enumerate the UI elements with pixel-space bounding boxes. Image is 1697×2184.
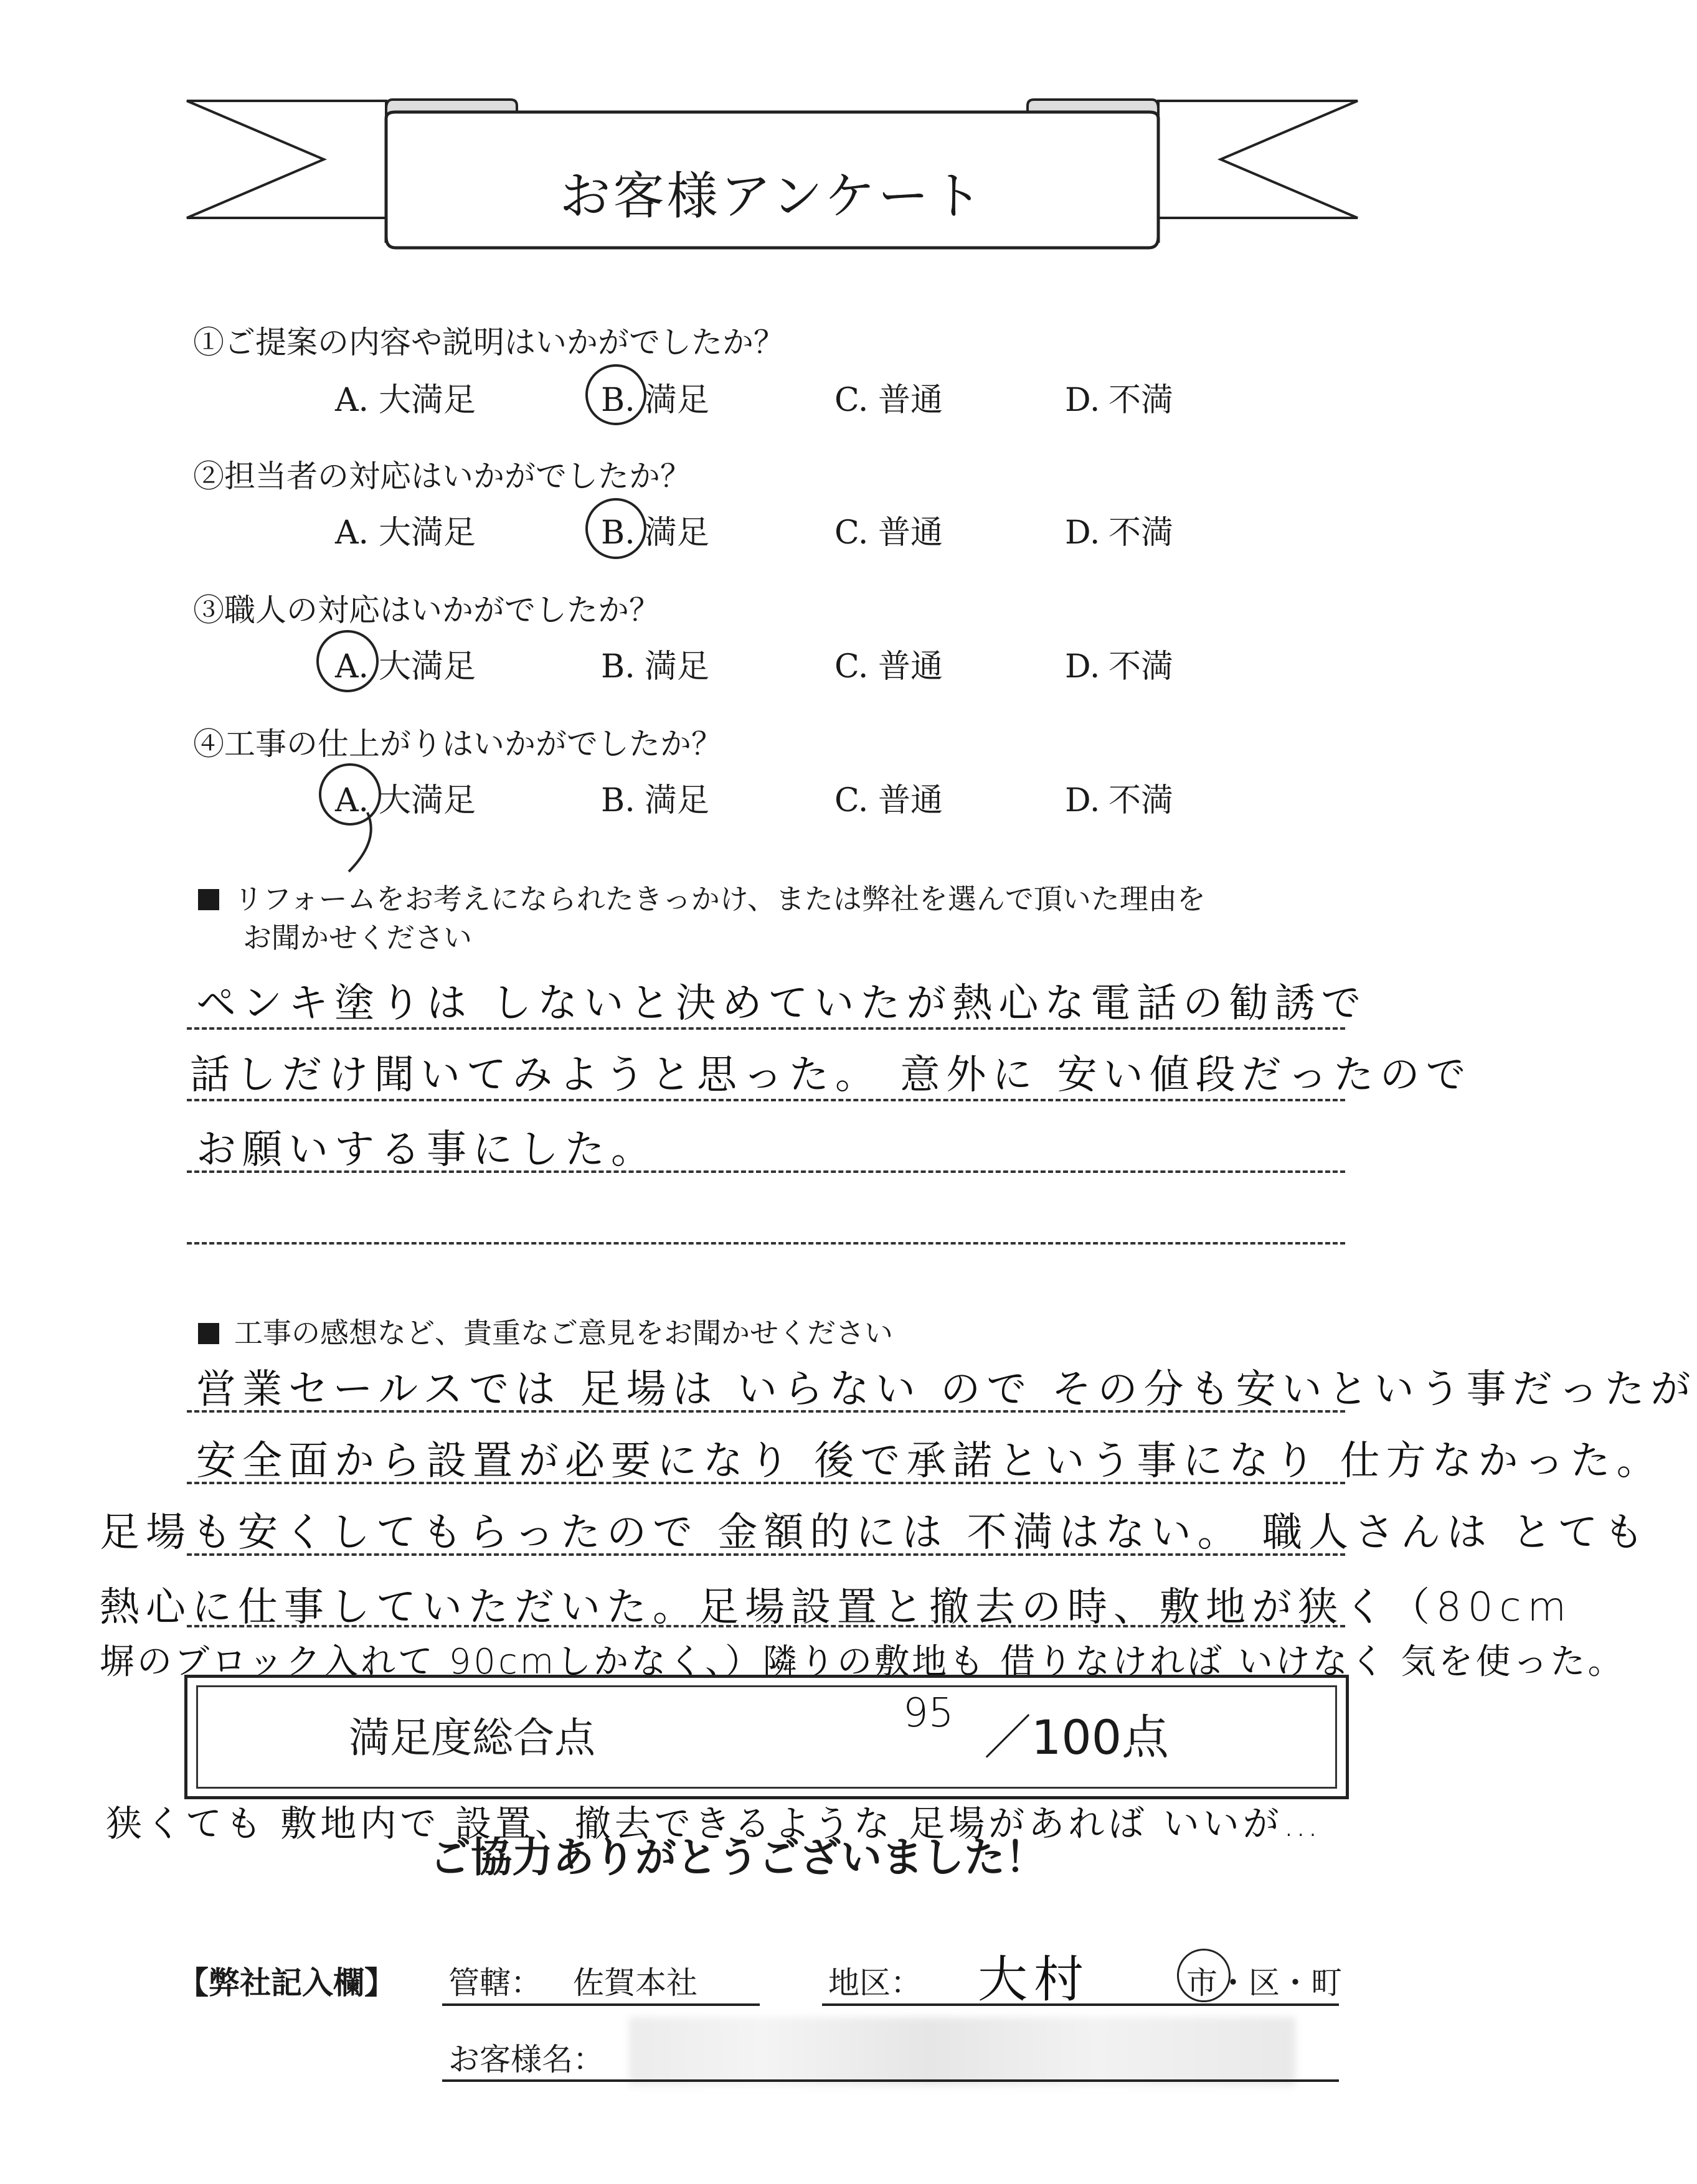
square-bullet-icon (198, 889, 219, 910)
q4-option-b[interactable]: B. 満足 (601, 782, 710, 819)
customer-name-underline (442, 2079, 1339, 2082)
score-value[interactable]: 95 (903, 1690, 954, 1736)
district-label: 地区： (828, 1965, 922, 2001)
section2-heading: 工事の感想など、貴重なご意見をお聞かせください (198, 1311, 893, 1352)
q1-option-b[interactable]: B. 満足 (601, 382, 710, 419)
q3-selection-mark (316, 630, 379, 692)
score-max: ／100点 (984, 1710, 1170, 1765)
jurisdiction-underline (442, 2003, 760, 2006)
q2-option-a[interactable]: A. 大満足 (335, 514, 476, 552)
section2-answer-line-1: 営業セールスでは 足場は いらない ので その分も安いという事だったが (196, 1367, 1697, 1413)
question-1: ①ご提案の内容や説明はいかがでしたか？ (193, 324, 785, 360)
answer-line (187, 1027, 1345, 1030)
section2-extra-line: 狭くても 敷地内で 設置、撤去できるような 足場があれば いいが… (106, 1802, 1323, 1845)
q1-option-d[interactable]: D. 不満 (1065, 382, 1174, 419)
section1-answer-line-2: 話しだけ聞いてみようと思った。 意外に 安い値段だったので (190, 1052, 1472, 1098)
q1-option-c[interactable]: C. 普通 (834, 382, 943, 419)
district-city[interactable]: 市 (1186, 1965, 1217, 2001)
answer-line (187, 1170, 1345, 1173)
section1-answer-line-3: お願いする事にした。 (196, 1127, 657, 1173)
q4-option-c[interactable]: C. 普通 (834, 782, 943, 819)
q3-option-a[interactable]: A. 大満足 (335, 648, 476, 685)
q2-option-b[interactable]: B. 満足 (601, 514, 710, 552)
page-title: お客様アンケート (559, 167, 985, 226)
section2-answer-line-4: 熱心に仕事していただいた。足場設置と撤去の時、敷地が狭く（80cm (100, 1584, 1572, 1631)
district-ward[interactable]: 区 (1249, 1965, 1280, 2001)
square-bullet-icon (198, 1323, 219, 1344)
district-value[interactable]: 大村 (978, 1951, 1090, 2008)
customer-name-label: お客様名： (448, 2041, 604, 2078)
section1-heading: リフォームをお考えになられたきっかけ、または弊社を選んで頂いた理由を (198, 877, 1206, 918)
question-4: ④工事の仕上がりはいかがでしたか？ (193, 726, 722, 762)
answer-line (187, 1099, 1345, 1101)
q3-option-d[interactable]: D. 不満 (1065, 648, 1174, 685)
question-3: ③職人の対応はいかがでしたか？ (193, 592, 660, 628)
section1-heading-line2: お聞かせください (243, 921, 472, 954)
section2-answer-line-5: 塀のブロック入れて 90cmしかなく、）隣りの敷地も 借りなければ いけなく 気を使った。 (100, 1642, 1625, 1682)
thanks-message: ご協力ありがとうございました！ (430, 1833, 1046, 1881)
q4-mark-tail (336, 809, 386, 878)
q2-selection-mark (585, 498, 646, 559)
district-town[interactable]: 町 (1311, 1965, 1342, 2001)
q2-option-c[interactable]: C. 普通 (834, 514, 943, 552)
q3-option-c[interactable]: C. 普通 (834, 648, 943, 685)
answer-line (187, 1482, 1345, 1484)
district-type: 市・区・町 (1186, 1965, 1342, 2001)
answer-line (187, 1553, 1345, 1556)
section2-answer-line-3: 足場も安くしてもらったので 金額的には 不満はない。 職人さんは とても (100, 1510, 1650, 1556)
section1-answer-line-1: ペンキ塗りは しないと決めていたが熱心な電話の勧誘で (196, 981, 1368, 1027)
district-underline (822, 2003, 1339, 2006)
jurisdiction-value[interactable]: 佐賀本社 (573, 1965, 697, 2001)
q1-option-a[interactable]: A. 大満足 (335, 382, 476, 419)
answer-line (187, 1242, 1345, 1245)
answer-line (187, 1625, 1345, 1627)
question-2: ②担当者の対応はいかがでしたか？ (193, 458, 691, 494)
q1-selection-mark (585, 364, 646, 425)
q3-option-b[interactable]: B. 満足 (601, 648, 710, 685)
jurisdiction-label: 管轄： (448, 1965, 542, 2001)
city-selection-mark (1177, 1949, 1231, 2002)
answer-line (187, 1410, 1345, 1413)
section2-answer-line-2: 安全面から設置が必要になり 後で承諾という事になり 仕方なかった。 (196, 1438, 1663, 1484)
q2-option-d[interactable]: D. 不満 (1065, 514, 1174, 552)
office-section-label: 【弊社記入欄】 (177, 1965, 395, 2001)
score-label: 満足度総合点 (349, 1714, 595, 1762)
q4-option-a[interactable]: A. 大満足 (335, 782, 476, 819)
q4-option-d[interactable]: D. 不満 (1065, 782, 1174, 819)
customer-name-redacted (629, 2017, 1295, 2086)
